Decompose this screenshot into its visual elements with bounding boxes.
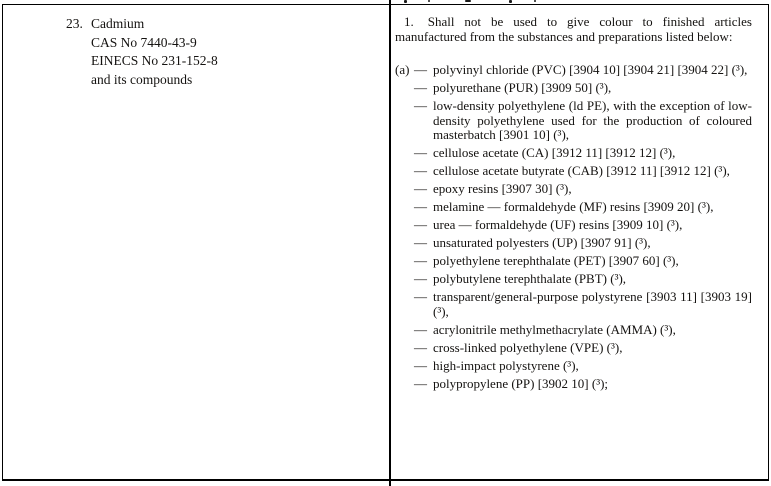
- list-item-text: cellulose acetate (CA) [3912 11] [3912 12] (³),: [433, 145, 676, 160]
- dash-bullet: —: [414, 289, 427, 304]
- list-item: [395, 182, 752, 197]
- list-item-text: polyethylene terephthalate (PET) [3907 60] (³),: [433, 253, 679, 268]
- compounds-note: and its compounds: [91, 71, 193, 87]
- list-item-text: polyurethane (PUR) [3909 50] (³),: [433, 80, 612, 95]
- dash-bullet: —: [414, 199, 427, 214]
- list-item: [395, 359, 752, 374]
- list-item-text: high-impact polystyrene (³),: [433, 357, 579, 373]
- list-item: [395, 272, 752, 287]
- list-item: [395, 63, 752, 78]
- dash-bullet: —: [414, 163, 427, 178]
- restriction-cell: [395, 14, 752, 395]
- list-label: [395, 272, 414, 287]
- list-label: (a): [395, 62, 410, 77]
- list-item-text: unsaturated polyesters (UP) [3907 91] (³),: [433, 235, 651, 250]
- substance-name: Cadmium: [91, 16, 145, 31]
- column-divider: [389, 0, 391, 486]
- cas-number: CAS No 7440-43-9: [91, 34, 197, 50]
- dash-bullet: —: [414, 181, 427, 196]
- list-label: [395, 323, 414, 338]
- list-item: [395, 341, 752, 356]
- list-item-text: urea — formaldehyde (UF) resins [3909 10] (³),: [433, 217, 683, 232]
- provision-paragraph: [395, 14, 752, 44]
- substance-heading: [66, 15, 366, 34]
- list-item: [395, 218, 752, 233]
- dash-bullet: —: [414, 145, 427, 160]
- list-item: [395, 290, 752, 319]
- einecs-number: EINECS No 231-152-8: [91, 53, 218, 68]
- list-item: [395, 254, 752, 269]
- entry-number: 23.: [66, 16, 83, 31]
- provision-number: 1.: [404, 14, 414, 29]
- list-item: [395, 200, 752, 215]
- list-label: [395, 99, 414, 143]
- list-item: [395, 164, 752, 179]
- list-item-text: melamine — formaldehyde (MF) resins [3909 20] (³),: [433, 199, 714, 214]
- dash-bullet: —: [414, 339, 427, 355]
- list-item-text: low-density polyethylene (ld PE), with the exception of low-density polyethylene used for the production of coloured masterbatch [3901 10] (³),: [433, 98, 752, 142]
- list-label: [395, 146, 414, 161]
- list-item: [395, 377, 752, 392]
- dash-bullet: —: [414, 98, 427, 113]
- list-item-text: cellulose acetate butyrate (CAB) [3912 11] [3912 12] (³),: [433, 163, 730, 178]
- dash-bullet: —: [414, 62, 427, 77]
- list-label: [395, 218, 414, 233]
- dash-bullet: —: [414, 375, 427, 391]
- dash-bullet: —: [414, 271, 427, 286]
- list-item-text: cross-linked polyethylene (VPE) (³),: [433, 339, 623, 355]
- list-label: [395, 164, 414, 179]
- dash-bullet: —: [414, 253, 427, 268]
- substance-list: [395, 63, 752, 391]
- list-label: [395, 341, 414, 356]
- scan-artifact: [534, 0, 536, 2]
- scan-artifact: [509, 0, 512, 3]
- list-item: [395, 99, 752, 143]
- list-item-text: polybutylene terephthalate (PBT) (³),: [433, 271, 627, 286]
- list-label: [395, 236, 414, 251]
- list-label: [395, 377, 414, 392]
- list-item: [395, 146, 752, 161]
- substance-entry-cell: [66, 15, 366, 89]
- list-label: [395, 182, 414, 197]
- list-item: [395, 81, 752, 96]
- list-label: [395, 254, 414, 269]
- dash-bullet: —: [414, 321, 427, 337]
- list-label: [395, 290, 414, 319]
- provision-text: Shall not be used to give colour to finished articles manufactured from the substances and preparations listed below:: [395, 14, 752, 44]
- list-label: [395, 200, 414, 215]
- list-label: [395, 359, 414, 374]
- list-label: [395, 81, 414, 96]
- dash-bullet: —: [414, 80, 427, 95]
- list-item: [395, 323, 752, 338]
- substance-details: [91, 34, 366, 90]
- dash-bullet: —: [414, 357, 427, 373]
- list-item-text: acrylonitrile methylmethacrylate (AMMA) (³),: [433, 321, 676, 337]
- dash-bullet: —: [414, 235, 427, 250]
- dash-bullet: —: [414, 217, 427, 232]
- list-item-text: epoxy resins [3907 30] (³),: [433, 181, 572, 196]
- scan-artifact: [404, 0, 407, 3]
- list-item-text: transparent/general-purpose polystyrene [3903 11] [3903 19] (³),: [433, 289, 752, 319]
- list-item: [395, 236, 752, 251]
- scan-artifact: [465, 0, 471, 2]
- scan-artifact: [428, 0, 430, 2]
- list-item-text: polyvinyl chloride (PVC) [3904 10] [3904 21] [3904 22] (³),: [433, 62, 748, 77]
- list-item-text: polypropylene (PP) [3902 10] (³);: [433, 375, 609, 391]
